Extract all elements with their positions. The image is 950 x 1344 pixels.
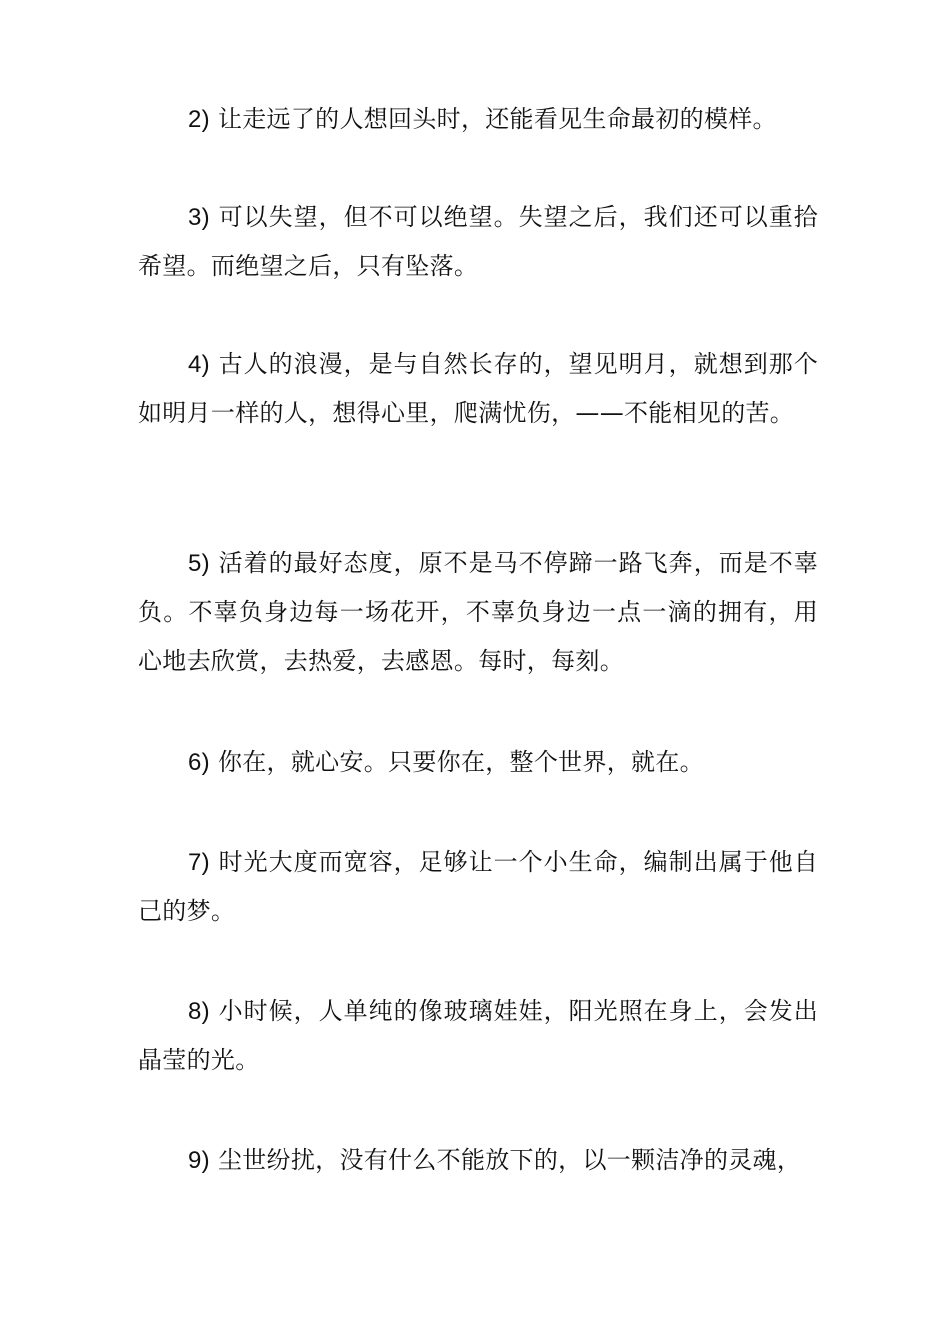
item-number: 8) [188, 998, 210, 1025]
item-number: 9) [188, 1147, 210, 1174]
list-item [138, 1136, 818, 1185]
item-text: 小时候，人单纯的像玻璃娃娃，阳光照在身上，会发出晶莹的光。 [138, 997, 818, 1074]
item-number: 5) [188, 550, 210, 577]
item-text: 时光大度而宽容，足够让一个小生命，编制出属于他自己的梦。 [138, 848, 818, 925]
list-item [138, 539, 818, 686]
list-item [138, 193, 818, 291]
list-item [138, 838, 818, 936]
item-number: 3) [188, 204, 210, 231]
list-item [138, 738, 818, 787]
item-text: 可以失望，但不可以绝望。失望之后，我们还可以重拾希望。而绝望之后，只有坠落。 [138, 203, 818, 280]
item-text: 尘世纷扰，没有什么不能放下的，以一颗洁净的灵魂， [217, 1146, 802, 1174]
item-text: 活着的最好态度，原不是马不停蹄一路飞奔，而是不辜负。不辜负身边每一场花开，不辜负身边一点一滴的拥有，用心地去欣赏，去热爱，去感恩。每时，每刻。 [138, 549, 818, 675]
item-number: 6) [188, 749, 210, 776]
item-text: 让走远了的人想回头时，还能看见生命最初的模样。 [217, 105, 777, 133]
item-number: 2) [188, 106, 210, 133]
item-text: 古人的浪漫，是与自然长存的，望见明月，就想到那个如明月一样的人，想得心里，爬满忧伤，——不能相见的苦。 [138, 350, 818, 427]
item-number: 4) [188, 351, 210, 378]
item-number: 7) [188, 849, 210, 876]
item-text: 你在，就心安。只要你在，整个世界，就在。 [217, 748, 704, 776]
list-item [138, 987, 818, 1085]
list-item [138, 95, 818, 144]
list-item [138, 340, 818, 438]
